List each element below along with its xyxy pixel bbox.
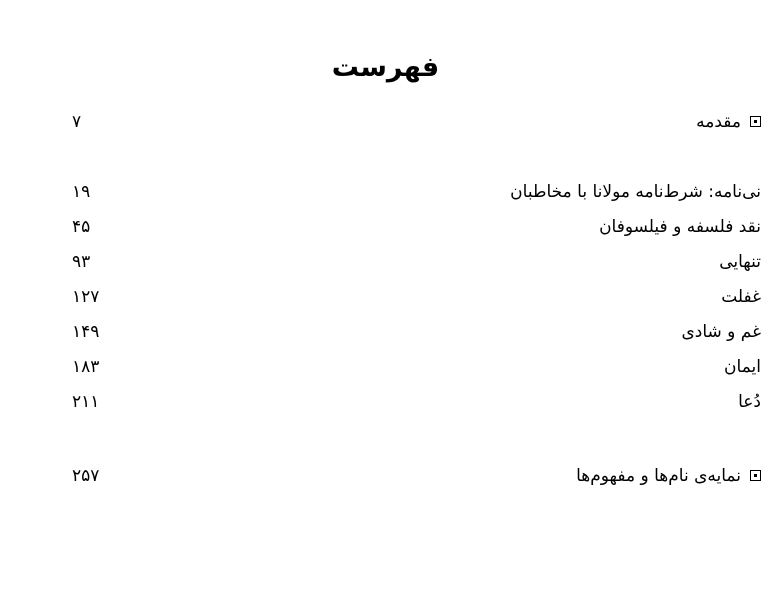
toc-entry-chapter[interactable]	[0, 388, 771, 416]
page-title: فهرست	[331, 52, 440, 83]
toc-entry-page-number: ۱۹	[72, 182, 91, 202]
toc-entry-introduction[interactable]	[0, 108, 771, 136]
toc-entry-title: نقد فلسفه و فیلسوفان	[599, 217, 761, 237]
toc-entry-title: تنهایی	[719, 252, 761, 272]
toc-entry-chapter[interactable]	[0, 213, 771, 241]
toc-entry-title: نمایه‌ی نام‌ها و مفهوم‌ها	[576, 466, 741, 486]
toc-entry-title: غم و شادی	[681, 322, 761, 342]
toc-entry-chapter[interactable]	[0, 178, 771, 206]
toc-entry-page-number: ۲۱۱	[72, 392, 100, 412]
toc-entry-chapter[interactable]	[0, 353, 771, 381]
toc-entry-page-number: ۱۴۹	[72, 322, 100, 342]
boxed-square-bullet-icon	[750, 470, 761, 481]
toc-entry-title: غفلت	[721, 287, 761, 307]
toc-entry-title: ایمان	[724, 357, 761, 377]
toc-entry-page-number: ۲۵۷	[72, 466, 100, 486]
toc-entry-page-number: ۹۳	[72, 252, 91, 272]
toc-entry-page-number: ۱۲۷	[72, 287, 100, 307]
toc-entry-title: مقدمه	[696, 112, 741, 132]
toc-entry-index[interactable]	[0, 462, 771, 490]
toc-entry-page-number: ۴۵	[72, 217, 91, 237]
toc-entry-chapter[interactable]	[0, 283, 771, 311]
toc-entry-title: دُعا	[738, 392, 761, 412]
toc-entry-chapter[interactable]	[0, 318, 771, 346]
toc-entry-title: نی‌نامه: شرط‌نامه مولانا با مخاطبان	[510, 182, 761, 202]
toc-entry-chapter[interactable]	[0, 248, 771, 276]
toc-entry-page-number: ۱۸۳	[72, 357, 100, 377]
boxed-square-bullet-icon	[750, 116, 761, 127]
toc-entry-page-number: ۷	[72, 112, 82, 132]
